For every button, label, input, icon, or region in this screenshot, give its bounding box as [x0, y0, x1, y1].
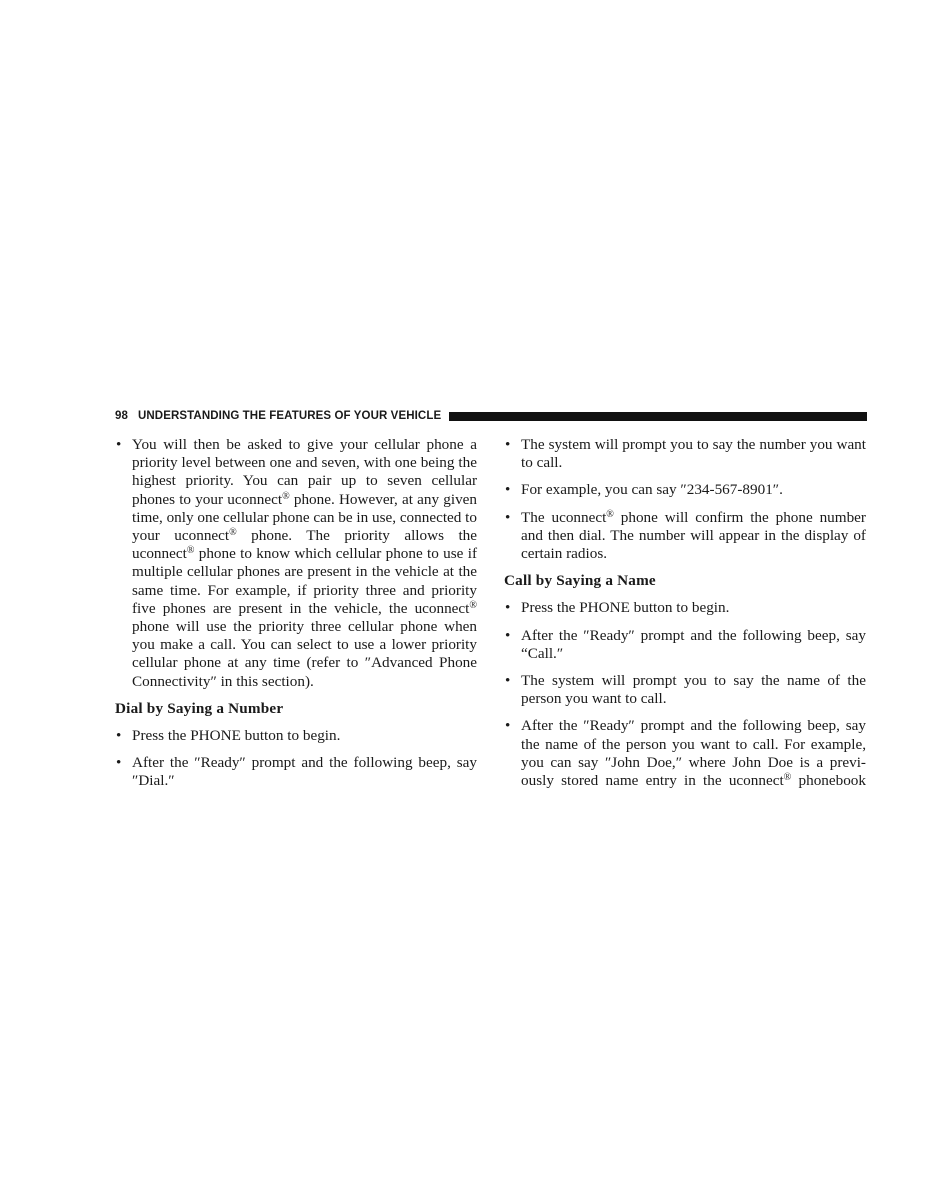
bullet-icon: • — [505, 626, 511, 644]
page-header — [115, 409, 867, 423]
bullet-icon: • — [505, 508, 511, 526]
bullet-icon: • — [505, 436, 511, 453]
bullet-icon: • — [505, 599, 511, 617]
bullet-text: The system will prompt you to say the name of the person you want to call. — [521, 672, 866, 708]
bullet-text: The system will prompt you to say the number you want to call. — [521, 436, 866, 472]
bullet-text: After the ″Ready″ prompt and the following beep, say the name of the person you want to call. For example, you can say ″John Doe,″ where John Doe is a previ-ously stored name entry in the uconnect® phonebook — [521, 717, 866, 790]
bullet-icon: • — [116, 754, 122, 772]
header-rule — [449, 412, 867, 421]
left-column — [115, 436, 477, 800]
page-number: 98 — [115, 410, 128, 422]
bullet-text: After the ″Ready″ prompt and the following beep, say ″Dial.″ — [132, 754, 477, 790]
list-item — [504, 509, 866, 564]
right-column — [504, 436, 866, 799]
bullet-text: The uconnect® phone will confirm the phone number and then dial. The number will appear in the display of certain radios. — [521, 508, 866, 563]
bullet-text: Press the PHONE button to begin. — [521, 599, 730, 617]
list-item — [504, 672, 866, 708]
list-item — [504, 481, 866, 499]
section-heading: Dial by Saying a Number — [115, 699, 284, 717]
list-item — [504, 717, 866, 790]
list-item — [115, 754, 477, 790]
bullet-icon: • — [505, 481, 511, 499]
bullet-text: After the ″Ready″ prompt and the following beep, say “Call.″ — [521, 626, 866, 662]
bullet-icon: • — [505, 672, 511, 690]
list-item — [115, 436, 477, 691]
list-item — [504, 599, 866, 617]
list-item — [504, 627, 866, 663]
section-heading: Call by Saying a Name — [504, 572, 656, 590]
bullet-text: Press the PHONE button to begin. — [132, 727, 341, 745]
bullet-icon: • — [116, 436, 122, 453]
section-title: UNDERSTANDING THE FEATURES OF YOUR VEHICLE — [138, 410, 442, 422]
bullet-icon: • — [505, 717, 511, 735]
list-item — [115, 727, 477, 745]
list-item — [504, 436, 866, 472]
bullet-icon: • — [116, 727, 122, 745]
bullet-text: You will then be asked to give your cellular phone a priority level between one and seven, with one being the highest priority. You can pair up to seven cellular phones to your uconnect® phone. However, at any given time, only one cellular phone can be in use, connected to your uconnect® phone. The priority allows the uconnect® phone to know which cellular phone to use if multiple cellular phones are present in the vehicle at the same time. For example, if priority three and priority five phones are present in the vehicle, the uconnect® phone will use the priority three cellular phone when you make a call. You can select to use a lower priority cellular phone at any time (refer to ″Advanced Phone Connectivity″ in this section). — [132, 436, 477, 690]
bullet-text: For example, you can say ″234-567-8901″. — [521, 481, 783, 499]
